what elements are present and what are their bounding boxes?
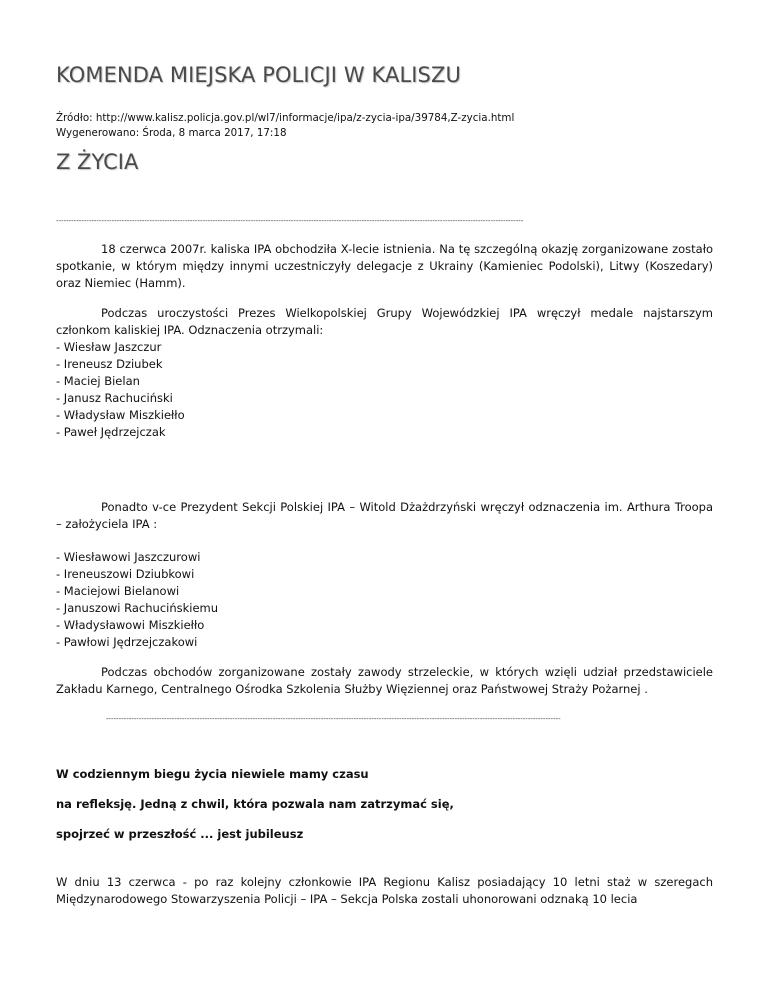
list-item: - Maciejowi Bielanowi: [56, 584, 180, 598]
list-item: - Wiesławowi Jaszczurowi: [56, 550, 201, 564]
list-item: - Pawłowi Jędrzejczakowi: [56, 635, 198, 649]
site-title: KOMENDA MIEJSKA POLICJI W KALISZU: [56, 63, 461, 87]
list-item: - Ireneuszowi Dziubkowi: [56, 567, 195, 581]
divider-line-2: ------------------------------------------------------------------------------------------------------------------------------------------------------------------------------------: [106, 715, 561, 723]
list-item: - Janusz Rachuciński: [56, 391, 173, 405]
list-item: - Władysław Miszkiełło: [56, 408, 185, 422]
paragraph-anniversary: 18 czerwca 2007r. kaliska IPA obchodziła X-lecie istnienia. Na tę szczególną okazję zorganizowane zostało spotkanie, w którym między innymi uczestniczyły delegacje z Ukrainy (Kamieniec Podolski), Litwy (Koszedary) oraz Niemiec (Hamm).: [56, 242, 713, 290]
divider-line: -----------------------------------------------------------------------------------------------------------------------------------------------------------------------------------------: [56, 217, 524, 225]
generated-line: Wygenerowano: Środa, 8 marca 2017, 17:18: [56, 127, 287, 139]
paragraph-troop-award: Ponadto v-ce Prezydent Sekcji Polskiej IPA – Witold Dżażdrzyński wręczył odznaczenia im. Arthura Troopa – założyciela IPA :: [56, 500, 713, 531]
paragraph-shooting-contest: Podczas obchodów zorganizowane zostały zawody strzeleckie, w których wzięli udział przedstawiciele Zakładu Karnego, Centralnego Ośrodka Szkolenia Służby Więziennej oraz Państwowej Straży Pożarnej .: [56, 665, 713, 696]
bold-line-3: spojrzeć w przeszłość ... jest jubileusz: [56, 827, 304, 841]
list-item: - Januszowi Rachucińskiemu: [56, 601, 219, 615]
paragraph-medals: Podczas uroczystości Prezes Wielkopolskiej Grupy Wojewódzkiej IPA wręczył medale najstarszym członkom kaliskiej IPA. Odznaczenia otrzymali:: [56, 306, 713, 337]
troop-award-recipients-list: [56, 549, 218, 651]
paragraph-jubilee: W dniu 13 czerwca - po raz kolejny członkowie IPA Regionu Kalisz posiadający 10 letni staż w szeregach Międzynarodowego Stowarzyszenia Policji – IPA – Sekcja Polska zostali uhonorowani odznaką 10 lecia: [56, 875, 713, 906]
medal-recipients-list: [56, 339, 185, 441]
source-line: Źródło: http://www.kalisz.policja.gov.pl/wl7/informacje/ipa/z-zycia-ipa/39784,Z-zycia.html: [56, 112, 515, 124]
article-title: Z ŻYCIA: [56, 150, 139, 174]
list-item: - Paweł Jędrzejczak: [56, 425, 166, 439]
list-item: - Wiesław Jaszczur: [56, 340, 162, 354]
list-item: - Ireneusz Dziubek: [56, 357, 163, 371]
list-item: - Władysławowi Miszkiełło: [56, 618, 205, 632]
bold-line-1: W codziennym biegu życia niewiele mamy czasu: [56, 767, 369, 781]
bold-line-2: na refleksję. Jedną z chwil, która pozwala nam zatrzymać się,: [56, 797, 454, 811]
list-item: - Maciej Bielan: [56, 374, 140, 388]
